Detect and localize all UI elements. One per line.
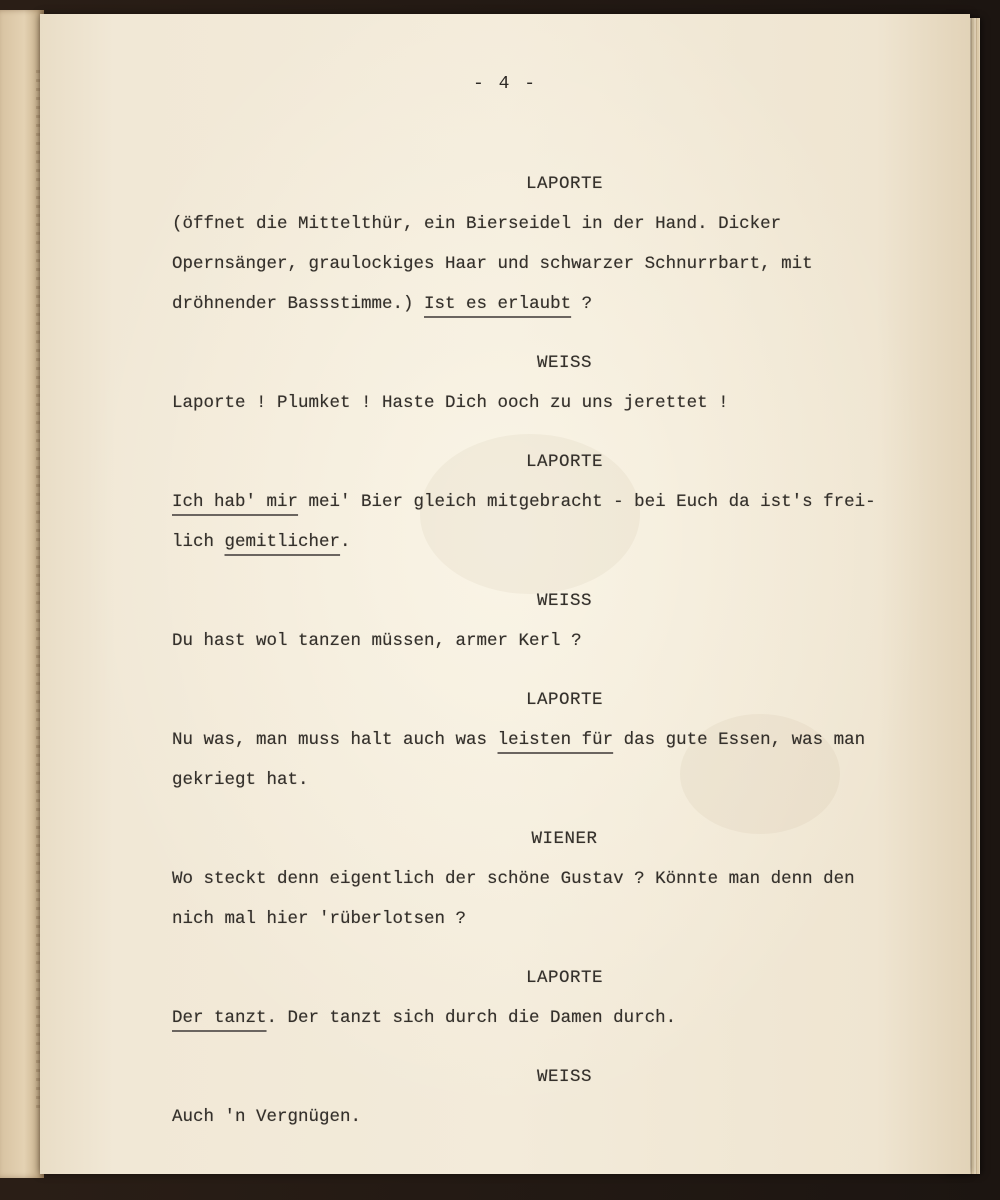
speech-line bbox=[172, 859, 957, 899]
speech-line bbox=[172, 760, 957, 800]
speech-line bbox=[172, 482, 957, 522]
speaker-name: WEISS bbox=[536, 591, 592, 611]
speech-line bbox=[172, 204, 957, 244]
text-segment: Nu was, man muss halt auch was bbox=[172, 730, 498, 750]
speech-text bbox=[172, 383, 957, 423]
speaker-name: WIENER bbox=[531, 829, 598, 849]
underlined-phrase: Ist es erlaubt bbox=[424, 294, 572, 314]
text-segment: Wo steckt denn eigentlich der schöne Gustav ? Könnte man denn den bbox=[172, 869, 855, 889]
typescript-page bbox=[40, 14, 970, 1174]
speech-line bbox=[172, 244, 957, 284]
play-dialogue bbox=[172, 164, 957, 1156]
text-segment: (öffnet die Mittelthür, ein Bierseidel in der Hand. Dicker bbox=[172, 214, 782, 234]
speaker-name: WEISS bbox=[536, 353, 592, 373]
text-segment: ? bbox=[571, 294, 593, 314]
speech-line bbox=[172, 383, 957, 423]
underlined-phrase: leisten für bbox=[497, 730, 614, 750]
text-segment: nich mal hier 'rüberlotsen ? bbox=[172, 909, 467, 929]
speaker-name: LAPORTE bbox=[525, 968, 603, 988]
speaker-name: LAPORTE bbox=[525, 690, 603, 710]
speaker-name: LAPORTE bbox=[525, 452, 603, 472]
speaker-name: LAPORTE bbox=[525, 174, 603, 194]
text-segment: mei' Bier gleich mitgebracht - bei Euch da ist's frei- bbox=[298, 492, 876, 512]
speech-text bbox=[172, 720, 957, 800]
text-segment: Laporte ! Plumket ! Haste Dich ooch zu uns jerettet ! bbox=[172, 393, 729, 413]
speech-text bbox=[172, 1097, 957, 1137]
text-segment: . Der tanzt sich durch die Damen durch. bbox=[266, 1008, 677, 1028]
speech-line bbox=[172, 899, 957, 939]
underlined-phrase: gemitlicher bbox=[224, 532, 341, 552]
text-segment: gekriegt hat. bbox=[172, 770, 309, 790]
speech-text bbox=[172, 859, 957, 939]
text-segment: lich bbox=[172, 532, 225, 552]
speech-line bbox=[172, 1097, 957, 1137]
text-segment: . bbox=[340, 532, 351, 552]
text-segment: das gute Essen, was man bbox=[613, 730, 866, 750]
speaker-name: WEISS bbox=[536, 1067, 592, 1087]
text-segment: dröhnender Bassstimme.) bbox=[172, 294, 425, 314]
speech-line bbox=[172, 284, 957, 324]
text-segment: Du hast wol tanzen müssen, armer Kerl ? bbox=[172, 631, 582, 651]
speech-line bbox=[172, 998, 957, 1038]
speech-line bbox=[172, 621, 957, 661]
text-segment: Opernsänger, graulockiges Haar und schwarzer Schnurrbart, mit bbox=[172, 254, 813, 274]
underlined-phrase: Ich hab' mir bbox=[172, 492, 299, 512]
speech-text bbox=[172, 621, 957, 661]
speech-line bbox=[172, 522, 957, 562]
text-segment: Auch 'n Vergnügen. bbox=[172, 1107, 362, 1127]
underlined-phrase: Der tanzt bbox=[172, 1008, 267, 1028]
speech-text bbox=[172, 204, 957, 324]
speech-text bbox=[172, 482, 957, 562]
speech-line bbox=[172, 720, 957, 760]
previous-page-edge bbox=[0, 10, 44, 1178]
page-number: - 4 - bbox=[472, 74, 537, 94]
speech-text bbox=[172, 998, 957, 1038]
